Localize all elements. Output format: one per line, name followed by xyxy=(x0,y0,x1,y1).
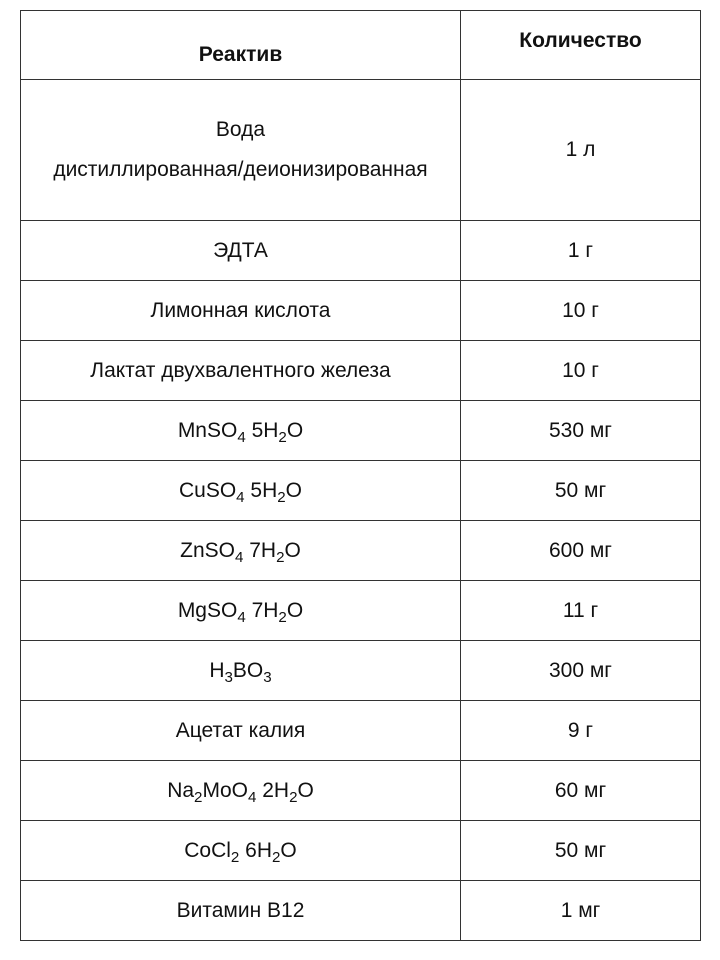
amount-cell: 1 мг xyxy=(461,881,701,941)
reagent-cell: CoCl$_2$ $6H_2O$ xyxy=(21,821,461,881)
amount-cell: 1 г xyxy=(461,221,701,281)
reagent-cell: $Na_2MoO_4$ $2H_2O$ xyxy=(21,761,461,821)
header-reagent xyxy=(21,11,461,80)
header-amount xyxy=(461,11,701,80)
table-row xyxy=(21,821,701,881)
reagent-cell xyxy=(21,80,461,221)
reagent-cell: Лактат двухвалентного железа xyxy=(21,341,461,401)
amount-cell: 60 мг xyxy=(461,761,701,821)
table-row xyxy=(21,80,701,221)
amount-cell: 9 г xyxy=(461,701,701,761)
reagent-cell: MgSO$_4$ $7H_2O$ xyxy=(21,581,461,641)
table-row xyxy=(21,701,701,761)
table-row xyxy=(21,461,701,521)
reagent-table xyxy=(20,10,701,941)
reagent-cell: ZnSO$_4$ $7H_2O$ xyxy=(21,521,461,581)
header-reagent-label: Реактив xyxy=(198,43,283,66)
table-row xyxy=(21,401,701,461)
table-row xyxy=(21,641,701,701)
amount-cell: 50 мг xyxy=(461,461,701,521)
table-row xyxy=(21,881,701,941)
amount-cell: 530 мг xyxy=(461,401,701,461)
amount-cell: 50 мг xyxy=(461,821,701,881)
amount-cell: 1 л xyxy=(461,80,701,221)
table-row xyxy=(21,221,701,281)
table-row xyxy=(21,281,701,341)
amount-cell: 300 мг xyxy=(461,641,701,701)
reagent-cell: CuSO$_4$ $5H_2O$ xyxy=(21,461,461,521)
reagent-cell: Витамин B12 xyxy=(21,881,461,941)
table-row xyxy=(21,761,701,821)
table-row xyxy=(21,341,701,401)
table-row xyxy=(21,521,701,581)
amount-cell: 600 мг xyxy=(461,521,701,581)
reagent-cell: Ацетат калия xyxy=(21,701,461,761)
header-amount-label: Количество xyxy=(519,29,642,52)
amount-cell: 10 г xyxy=(461,281,701,341)
amount-cell: 10 г xyxy=(461,341,701,401)
table-header-row xyxy=(21,11,701,80)
reagent-cell: ЭДТА xyxy=(21,221,461,281)
reagent-cell: Лимонная кислота xyxy=(21,281,461,341)
table-row xyxy=(21,581,701,641)
reagent-cell: MnSO$_4$ $5H_2O$ xyxy=(21,401,461,461)
amount-cell: 11 г xyxy=(461,581,701,641)
reagent-cell: $H_3BO_3$ xyxy=(21,641,461,701)
reagent-name-line1: Вода xyxy=(215,118,266,141)
reagent-name-line2: дистиллированная/деионизированная xyxy=(53,158,428,181)
